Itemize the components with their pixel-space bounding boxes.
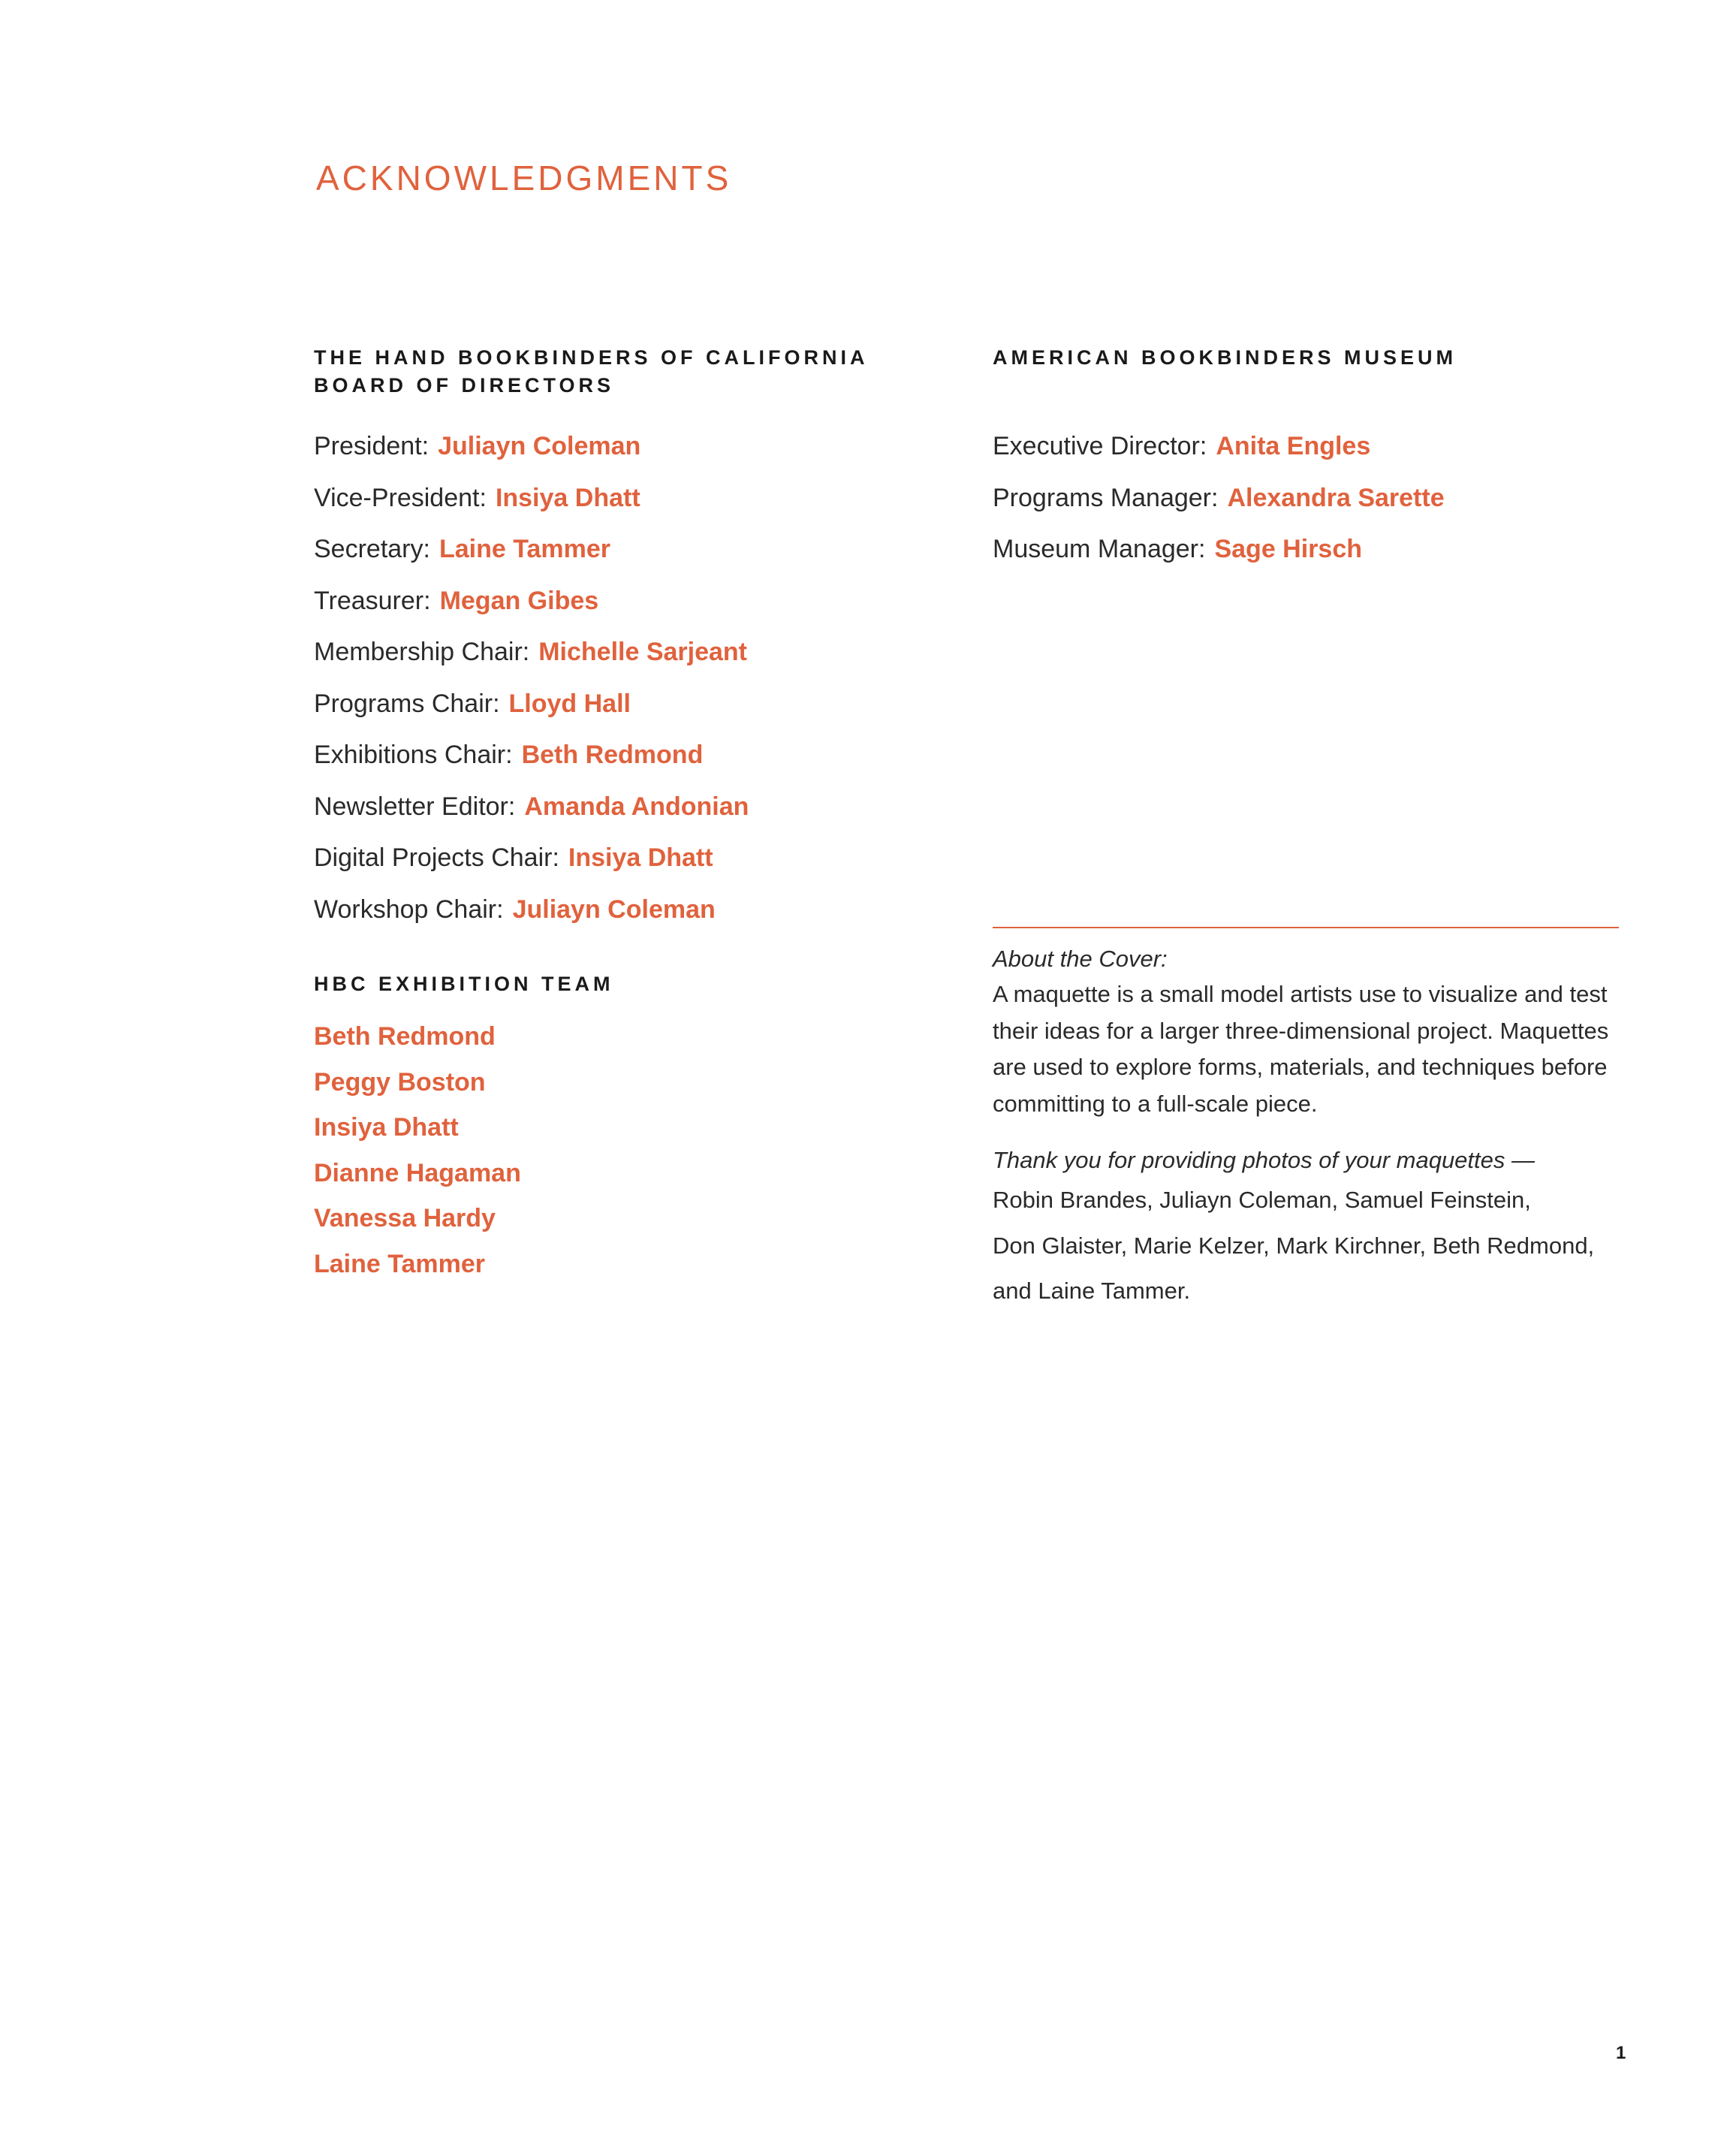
role-row xyxy=(993,431,1445,483)
page-number: 1 xyxy=(1616,2043,1626,2063)
thanks-line: Robin Brandes, Juliayn Coleman, Samuel Feinstein, xyxy=(993,1187,1531,1213)
role-label: Treasurer: xyxy=(314,586,431,615)
museum-roles xyxy=(993,431,1445,586)
role-name: Megan Gibes xyxy=(439,586,599,615)
team-member: Beth Redmond xyxy=(314,1022,496,1051)
role-label: Newsletter Editor: xyxy=(314,792,516,821)
role-name: Lloyd Hall xyxy=(508,689,631,718)
hbc-board-heading-line1: THE HAND BOOKBINDERS OF CALIFORNIA xyxy=(314,346,869,369)
team-member: Laine Tammer xyxy=(314,1249,486,1278)
role-label: Workshop Chair: xyxy=(314,895,504,924)
team-member: Peggy Boston xyxy=(314,1067,486,1097)
hbc-board-heading xyxy=(314,344,869,400)
role-label: Secretary: xyxy=(314,535,430,563)
role-label: Museum Manager: xyxy=(993,535,1206,563)
thanks-line: Don Glaister, Marie Kelzer, Mark Kirchner, Beth Redmond, xyxy=(993,1232,1595,1259)
role-row xyxy=(993,483,1445,535)
role-row xyxy=(314,792,749,843)
role-row xyxy=(993,534,1445,586)
role-name: Insiya Dhatt xyxy=(495,483,640,512)
role-label: Exhibitions Chair: xyxy=(314,741,513,769)
role-label: Digital Projects Chair: xyxy=(314,843,559,872)
about-cover-text-line: their ideas for a larger three-dimensional project. Maquettes xyxy=(993,1017,1609,1044)
role-row xyxy=(314,431,749,483)
about-cover xyxy=(993,942,1623,1314)
team-member: Dianne Hagaman xyxy=(314,1158,521,1187)
about-cover-text-line: committing to a full-scale piece. xyxy=(993,1090,1318,1117)
section-divider xyxy=(993,927,1619,928)
exhibition-team-list xyxy=(314,1021,521,1294)
role-name: Juliayn Coleman xyxy=(512,895,716,924)
role-row xyxy=(314,843,749,895)
role-label: Programs Manager: xyxy=(993,483,1219,512)
thanks-intro: Thank you for providing photos of your maquettes — xyxy=(993,1147,1536,1173)
about-cover-text-line: A maquette is a small model artists use to visualize and test xyxy=(993,981,1608,1007)
team-member: Vanessa Hardy xyxy=(314,1204,496,1232)
hbc-board-heading-line2: BOARD OF DIRECTORS xyxy=(314,374,615,397)
about-cover-heading: About the Cover: xyxy=(993,946,1168,972)
role-row xyxy=(314,483,749,535)
thanks-line: and Laine Tammer. xyxy=(993,1278,1191,1304)
role-name: Amanda Andonian xyxy=(524,792,749,821)
role-name: Laine Tammer xyxy=(439,535,610,563)
role-label: Programs Chair: xyxy=(314,689,500,718)
about-cover-text-line: are used to explore forms, materials, and techniques before xyxy=(993,1054,1608,1080)
role-name: Beth Redmond xyxy=(521,741,704,769)
role-label: Vice-President: xyxy=(314,483,487,512)
role-row xyxy=(314,689,749,741)
role-row xyxy=(314,586,749,638)
role-label: President: xyxy=(314,432,429,460)
role-label: Executive Director: xyxy=(993,432,1207,460)
exhibition-team-heading: HBC EXHIBITION TEAM xyxy=(314,973,614,995)
page-title: ACKNOWLEDGMENTS xyxy=(316,158,732,198)
role-name: Sage Hirsch xyxy=(1214,535,1362,563)
role-name: Alexandra Sarette xyxy=(1227,483,1445,512)
role-row xyxy=(314,534,749,586)
role-row xyxy=(314,895,749,946)
role-name: Juliayn Coleman xyxy=(438,432,641,460)
team-member: Insiya Dhatt xyxy=(314,1113,459,1142)
role-row xyxy=(314,637,749,689)
role-name: Insiya Dhatt xyxy=(568,843,713,872)
role-name: Michelle Sarjeant xyxy=(538,638,747,666)
role-name: Anita Engles xyxy=(1216,432,1371,460)
museum-heading: AMERICAN BOOKBINDERS MUSEUM xyxy=(993,346,1457,369)
role-row xyxy=(314,740,749,792)
role-label: Membership Chair: xyxy=(314,638,530,666)
hbc-board-roles xyxy=(314,431,749,946)
